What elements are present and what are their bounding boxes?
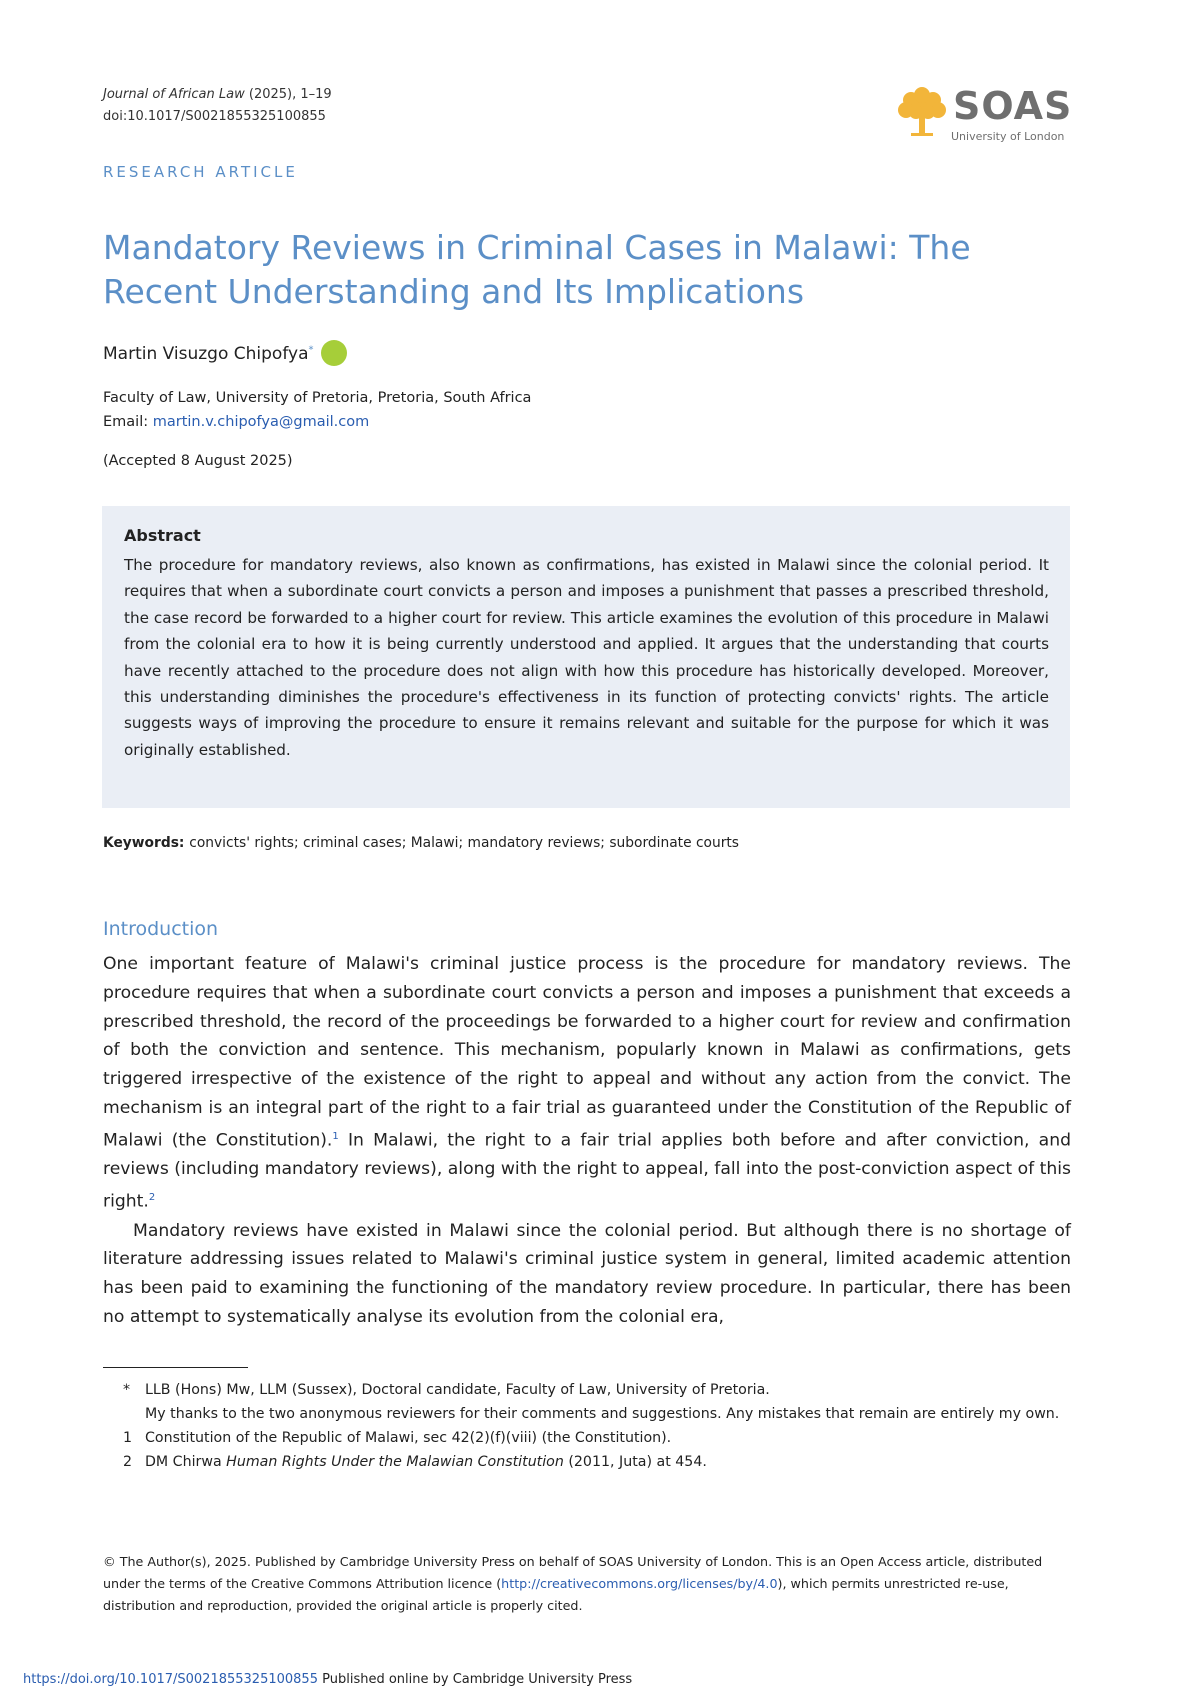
footnote-text <box>145 1450 1071 1474</box>
footnote-mark: 2 <box>123 1454 133 1470</box>
soas-logo <box>895 86 1075 146</box>
footnote-text: Constitution of the Republic of Malawi, sec 42(2)(f)(viii) (the Constitution). <box>145 1430 672 1446</box>
article-doi: doi:10.1017/S0021855325100855 <box>103 109 326 124</box>
article-title: Mandatory Reviews in Criminal Cases in Malawi: The Recent Understanding and Its Implications <box>103 228 971 311</box>
footnote <box>103 1402 1071 1426</box>
footnote-divider <box>103 1367 248 1368</box>
footnote-author: DM Chirwa <box>145 1454 227 1470</box>
footnote-mark: 1 <box>123 1430 133 1446</box>
email-label: Email: <box>103 414 153 430</box>
license-notice <box>103 1551 1071 1617</box>
introduction-body <box>103 950 1071 1332</box>
footnote-text: LLB (Hons) Mw, LLM (Sussex), Doctoral candidate, Faculty of Law, University of Pretoria. <box>145 1382 770 1398</box>
email-line <box>103 410 531 434</box>
abstract-heading: Abstract <box>124 526 201 545</box>
footnote-text: My thanks to the two anonymous reviewers for their comments and suggestions. Any mistakes that remain are entirely my own. <box>145 1406 1060 1422</box>
footnote-book-title: Human Rights Under the Malawian Constitution <box>226 1454 564 1470</box>
footnotes <box>103 1378 1071 1474</box>
keywords <box>103 835 739 851</box>
journal-details: (2025), 1–19 <box>244 87 332 102</box>
abstract-text: The procedure for mandatory reviews, also known as confirmations, has existed in Malawi since the colonial period. It requires that when a subordinate court convicts a person and imposes a punishment that passes a prescribed threshold, the case record be forwarded to a higher court for review. This article examines the evolution of this procedure in Malawi from the colonial era to how it is being currently understood and applied. It argues that the understanding that courts have recently attached to the procedure does not align with how this procedure has historically developed. Moreover, this understanding diminishes the procedure's effectiveness in its function of protecting convicts' rights. The article suggests ways of improving the procedure to ensure it remains relevant and suitable for the purpose for which it was originally established. <box>124 556 1049 759</box>
footnote <box>103 1450 1071 1474</box>
footnote-mark <box>103 1402 145 1426</box>
paragraph-text: In Malawi, the right to a fair trial applies both before and after conviction, and reviews (including mandatory reviews), along with the right to appeal, fall into the post-conviction aspect of this right. <box>103 1130 1071 1212</box>
keywords-list: convicts' rights; criminal cases; Malawi; mandatory reviews; subordinate courts <box>189 835 739 851</box>
license-text: © The Author(s), 2025. Published by Cambridge University Press on behalf of SOAS University of London. This is an Open Access article, distributed under the terms of the Creative Commons Attribution licence ( <box>103 1554 1043 1591</box>
accepted-date: (Accepted 8 August 2025) <box>103 453 293 469</box>
affiliation: Faculty of Law, University of Pretoria, Pretoria, South Africa <box>103 390 532 406</box>
email-link[interactable]: martin.v.chipofya@gmail.com <box>152 414 370 430</box>
keywords-label: Keywords: <box>103 835 190 851</box>
logo-wordmark: SOAS <box>953 84 1073 128</box>
section-heading-introduction: Introduction <box>103 918 219 940</box>
tree-icon <box>895 86 949 138</box>
footnote-ref-2[interactable]: 2 <box>148 1192 156 1204</box>
article-type: RESEARCH ARTICLE <box>103 163 298 181</box>
footer-text: Published online by Cambridge University Press <box>317 1672 633 1687</box>
paragraph-text: One important feature of Malawi's criminal justice process is the procedure for mandatory reviews. The procedure requires that when a subordinate court convicts a person and imposes a punishment that exceeds a prescribed threshold, the record of the proceedings be forwarded to a higher court for review and confirmation of both the conviction and sentence. This mechanism, popularly known in Malawi as confirmations, gets triggered irrespective of the existence of the right to appeal and without any action from the convict. The mechanism is an integral part of the right to a fair trial as guaranteed under the Constitution of the Republic of Malawi (the Constitution). <box>103 954 1071 1151</box>
author-footnote-marker[interactable]: * <box>308 344 314 356</box>
doi-link[interactable]: https://doi.org/10.1017/S0021855325100855 <box>23 1672 318 1687</box>
footnote <box>103 1378 1071 1402</box>
author-line <box>103 340 347 366</box>
abstract-box <box>102 506 1070 808</box>
footnote <box>103 1426 1071 1450</box>
footnote-ref-1[interactable]: 1 <box>332 1130 339 1142</box>
page-footer <box>23 1672 632 1687</box>
footnote-details: (2011, Juta) at 454. <box>563 1454 707 1470</box>
journal-name: Journal of African Law <box>103 87 245 102</box>
logo-subtitle: University of London <box>951 130 1065 143</box>
orcid-icon[interactable] <box>321 340 347 366</box>
license-text: ), which permits unrestricted re-use, distribution and reproduction, provided the original article is properly cited. <box>103 1576 1009 1613</box>
paragraph: Mandatory reviews have existed in Malawi since the colonial period. But although there is no shortage of literature addressing issues related to Malawi's criminal justice system in general, limited academic attention has been paid to examining the functioning of the mandatory review procedure. In particular, there has been no attempt to systematically analyse its evolution from the colonial era, <box>103 1220 1071 1328</box>
journal-citation <box>103 84 332 128</box>
license-link[interactable]: http://creativecommons.org/licenses/by/4.0 <box>501 1576 778 1591</box>
author-name: Martin Visuzgo Chipofya <box>103 344 309 364</box>
footnote-mark: * <box>123 1382 131 1398</box>
paragraph <box>103 950 1071 1217</box>
author-affiliation-block <box>103 386 531 434</box>
